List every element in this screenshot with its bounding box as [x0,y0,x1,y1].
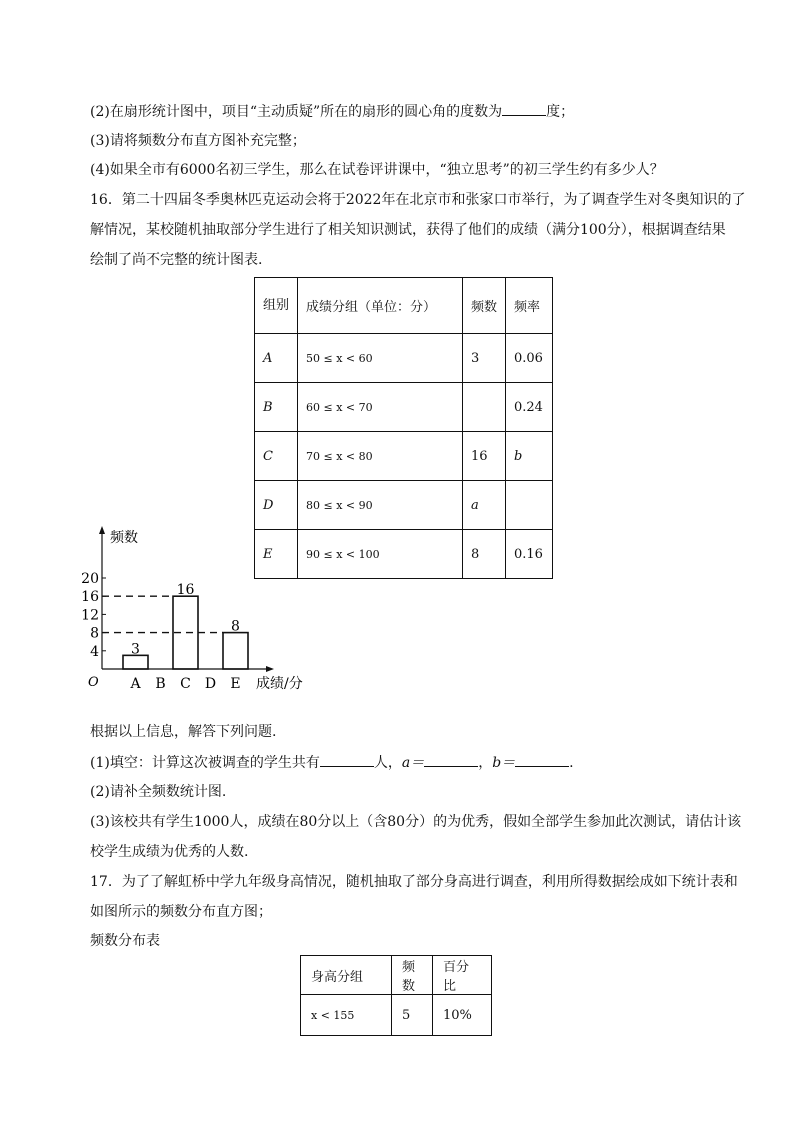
table-header-row [301,956,492,995]
cell-range: 70 ≤ x < 80 [298,432,463,481]
y-axis-label: 频数 [110,530,138,546]
cell-rate: 0.16 [506,530,553,579]
table-row [255,334,553,383]
height-frequency-table [300,955,492,1036]
frequency-histogram [80,522,320,697]
q15-part2-text: (2)在扇形统计图中，项目“主动质疑”所在的扇形的圆心角的度数为 [90,104,503,120]
q16-stem-line1: 16．第二十四届冬季奥林匹克运动会将于2022年在北京市和张家口市举行，为了调查学生对冬奥知识的了 [90,192,746,208]
cell-range: 60 ≤ x < 70 [298,383,463,432]
cell-percent: 10% [433,995,492,1036]
y-tick-label: 16 [81,589,99,606]
q16-part1-comma: ， [478,755,493,771]
bar-data-label: 3 [131,641,140,658]
x-axis-label: 成绩/分 [256,676,303,692]
table-row [255,432,553,481]
q16-stem-line2: 解情况，某校随机抽取部分学生进行了相关知识测试，获得了他们的成绩（满分100分），根据调查结果 [90,222,726,238]
cell-height-range: x < 155 [301,995,392,1036]
cell-rate [506,481,553,530]
header-freq: 频数 [463,278,506,334]
cell-group: E [255,530,298,579]
cell-group: B [255,383,298,432]
header-height-range: 身高分组 [301,956,392,995]
header-percent: 百分比 [433,956,492,995]
x-category-label: B [155,676,166,692]
x-category-label: E [230,676,241,692]
table-header-row [255,278,553,334]
q15-part3: (3)请将频数分布直方图补充完整； [90,133,306,149]
cell-freq [463,383,506,432]
q17-stem-line1: 17．为了了解虹桥中学九年级身高情况，随机抽取了部分身高进行调查，利用所得数据绘成如下统计表和 [90,874,738,890]
q16-part1-text: (1)填空：计算这次被调查的学生共有 [90,755,320,771]
cell-group: C [255,432,298,481]
cell-group: A [255,334,298,383]
q16-part3-line1: (3)该校共有学生1000人，成绩在80分以上（含80分）的为优秀，假如全部学生参加此次测试，请估计该 [90,814,742,830]
q16-part1-b-label: b＝ [492,755,516,771]
y-tick-label: 12 [81,607,99,624]
q16-stem-line3: 绘制了尚不完整的统计图表. [90,252,263,268]
answer-blank[interactable] [502,101,546,116]
q16-part2: (2)请补全频数统计图. [90,784,227,800]
answer-blank-total[interactable] [320,752,374,767]
x-category-label: C [180,676,191,692]
cell-freq: 5 [392,995,433,1036]
y-axis-arrow [99,526,105,534]
cell-range: 80 ≤ x < 90 [298,481,463,530]
cell-range: 50 ≤ x < 60 [298,334,463,383]
cell-freq: 8 [463,530,506,579]
header-rate: 频率 [506,278,553,334]
answer-blank-b[interactable] [515,752,569,767]
q17-stem-line2: 如图所示的频数分布直方图； [90,904,272,920]
q16-part1-unit: 人， [373,755,402,771]
bar-data-label: 8 [231,618,240,635]
x-category-label: D [204,676,217,692]
q17-table-title: 频数分布表 [90,933,160,949]
cell-freq: 16 [463,432,506,481]
q16-part3-line2: 校学生成绩为优秀的人数. [90,844,249,860]
header-freq: 频数 [392,956,433,995]
cell-rate: 0.24 [506,383,553,432]
x-category-label: A [130,676,141,692]
cell-freq: a [463,481,506,530]
y-tick-label: 20 [81,571,99,587]
y-tick-label: 4 [90,643,99,660]
q16-part1-a-label: a＝ [401,755,425,771]
table-row [255,383,553,432]
cell-rate: 0.06 [506,334,553,383]
bar-data-label: 16 [176,582,195,599]
x-axis-arrow [266,666,274,672]
cell-range: 90 ≤ x < 100 [298,530,463,579]
cell-freq: 3 [463,334,506,383]
histogram-bar [123,655,148,669]
q16-part1-period: . [569,755,574,771]
q16-instruction: 根据以上信息，解答下列问题. [90,724,277,740]
q15-part2-suffix: 度； [546,104,575,120]
table-row [301,995,492,1036]
cell-group: D [255,481,298,530]
answer-blank-a[interactable] [424,752,478,767]
header-group: 组别 [255,278,298,334]
q15-part2 [90,101,574,122]
y-tick-label: 8 [90,625,99,642]
histogram-bar [223,633,248,669]
q15-part4: (4)如果全市有6000名初三学生，那么在试卷评讲课中，“独立思考”的初三学生约有多少人？ [90,162,664,178]
header-range: 成绩分组（单位：分） [298,278,463,334]
origin-label: O [88,675,99,690]
q16-part1 [90,752,574,773]
cell-rate: b [506,432,553,481]
